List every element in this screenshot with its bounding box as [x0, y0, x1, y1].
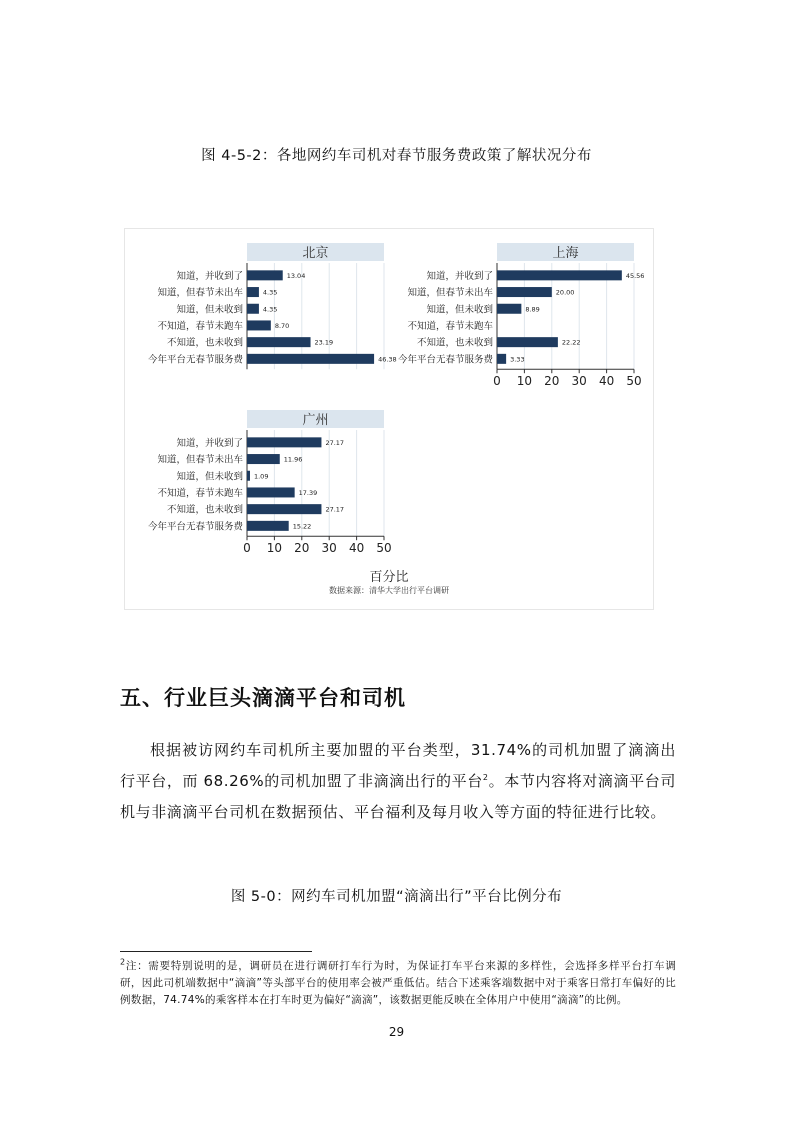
body-paragraph — [120, 735, 676, 828]
category-label: 知道，但未收到 — [176, 471, 243, 483]
bar-value-label: 8.89 — [525, 305, 540, 314]
category-label: 知道，并收到了 — [426, 270, 493, 282]
bar — [247, 437, 321, 447]
bar-value-label: 27.17 — [325, 438, 345, 447]
category-label: 今年平台无春节服务费 — [147, 354, 243, 366]
category-label: 不知道，春节未跑车 — [157, 487, 243, 499]
bar — [247, 287, 259, 297]
bar-value-label: 1.09 — [253, 472, 269, 481]
footnote — [120, 958, 676, 1009]
bar-value-label: 4.35 — [262, 288, 278, 297]
panel-title: 广州 — [302, 413, 329, 428]
x-tick-label: 30 — [321, 541, 337, 556]
panel-title: 北京 — [302, 246, 329, 261]
bar-value-label: 23.19 — [314, 338, 334, 347]
category-label: 今年平台无春节服务费 — [397, 354, 493, 366]
bar-value-label: 3.33 — [510, 355, 525, 364]
x-tick-label: 0 — [493, 374, 501, 389]
figure-caption: 图 4-5-2：各地网约车司机对春节服务费政策了解状况分布 — [201, 148, 592, 164]
bar-value-label: 27.17 — [325, 505, 345, 514]
x-tick-label: 20 — [294, 541, 310, 556]
x-tick-label: 40 — [598, 374, 615, 389]
bar — [247, 504, 321, 514]
x-tick-label: 0 — [243, 541, 251, 556]
category-label: 不知道，春节未跑车 — [157, 320, 243, 332]
source-note: 数据来源：清华大学出行平台调研 — [329, 586, 449, 595]
footnote-divider — [120, 951, 312, 952]
category-label: 知道，但春节未出车 — [407, 287, 493, 299]
x-tick-label: 10 — [516, 374, 533, 389]
x-axis-title: 百分比 — [369, 570, 409, 585]
bar — [247, 337, 311, 347]
bar — [247, 320, 271, 330]
panel-title: 上海 — [552, 246, 579, 261]
bar — [247, 454, 280, 464]
bar — [247, 304, 259, 314]
bar — [497, 354, 506, 364]
category-label: 知道，但未收到 — [176, 304, 243, 316]
bar-value-label: 20.00 — [555, 288, 575, 297]
bar-value-label: 45.56 — [625, 271, 645, 280]
x-tick-label: 50 — [626, 374, 642, 389]
bar-chart — [125, 229, 653, 609]
category-label: 知道，但春节未出车 — [157, 287, 243, 299]
bar-value-label: 13.04 — [286, 271, 306, 280]
bar-value-label: 15.22 — [292, 522, 312, 531]
bar-value-label: 8.70 — [274, 321, 290, 330]
bar — [497, 304, 521, 314]
category-label: 知道，并收到了 — [176, 437, 243, 449]
category-label: 不知道，也未收到 — [166, 337, 243, 349]
bar — [497, 270, 622, 280]
category-label: 今年平台无春节服务费 — [147, 521, 243, 533]
bar — [497, 337, 558, 347]
page-number: 29 — [388, 1025, 405, 1039]
category-label: 不知道，也未收到 — [166, 504, 243, 516]
footnote-marker: 2 — [120, 957, 126, 967]
bar — [247, 521, 289, 531]
x-tick-label: 50 — [376, 541, 392, 556]
bar-value-label: 11.96 — [283, 455, 303, 464]
category-label: 知道，并收到了 — [176, 270, 243, 282]
bar — [497, 287, 552, 297]
figure-caption-2: 图 5-0：网约车司机加盟“滴滴出行”平台比例分布 — [230, 889, 563, 905]
x-tick-label: 40 — [348, 541, 365, 556]
x-tick-label: 20 — [544, 374, 560, 389]
bar-value-label: 22.22 — [561, 338, 581, 347]
bar — [247, 471, 250, 481]
x-tick-label: 10 — [266, 541, 283, 556]
footnote-text: 注：需要特别说明的是，调研员在进行调研打车行为时，为保证打车平台来源的多样性，会选择多样平台打车调研，因此司机端数据中“滴滴”等头部平台的使用率会被严重低估。结合下述乘客端数据中对于乘客日常打车偏好的比例数据，74.74%的乘客样本在打车时更为偏好“滴滴”，该数据更能反映在全体用户中使用“滴滴”的比例。 — [120, 960, 676, 1006]
paragraph-text-b: 。本节内容将对滴滴平台司机与非滴滴平台司机在数据预估、平台福利及每月收入等方面的特征进行比较。 — [120, 772, 676, 821]
category-label: 不知道，春节未跑车 — [407, 320, 493, 332]
category-label: 知道，但春节未出车 — [157, 454, 243, 466]
paragraph-text-a: 根据被访网约车司机所主要加盟的平台类型，31.74%的司机加盟了滴滴出行平台，而 68.26%的司机加盟了非滴滴出行的平台 — [120, 741, 676, 790]
footnote-reference: 2 — [482, 773, 489, 782]
bar — [247, 354, 374, 364]
bar-value-label: 46.38 — [378, 355, 397, 364]
chart-panel — [124, 228, 654, 610]
category-label: 知道，但未收到 — [426, 304, 493, 316]
bar-value-label: 4.35 — [262, 305, 278, 314]
bar — [247, 270, 283, 280]
category-label: 不知道，也未收到 — [416, 337, 493, 349]
section-heading: 五、行业巨头滴滴平台和司机 — [120, 686, 406, 710]
bar — [247, 487, 295, 497]
bar-value-label: 17.39 — [298, 488, 318, 497]
x-tick-label: 30 — [571, 374, 587, 389]
